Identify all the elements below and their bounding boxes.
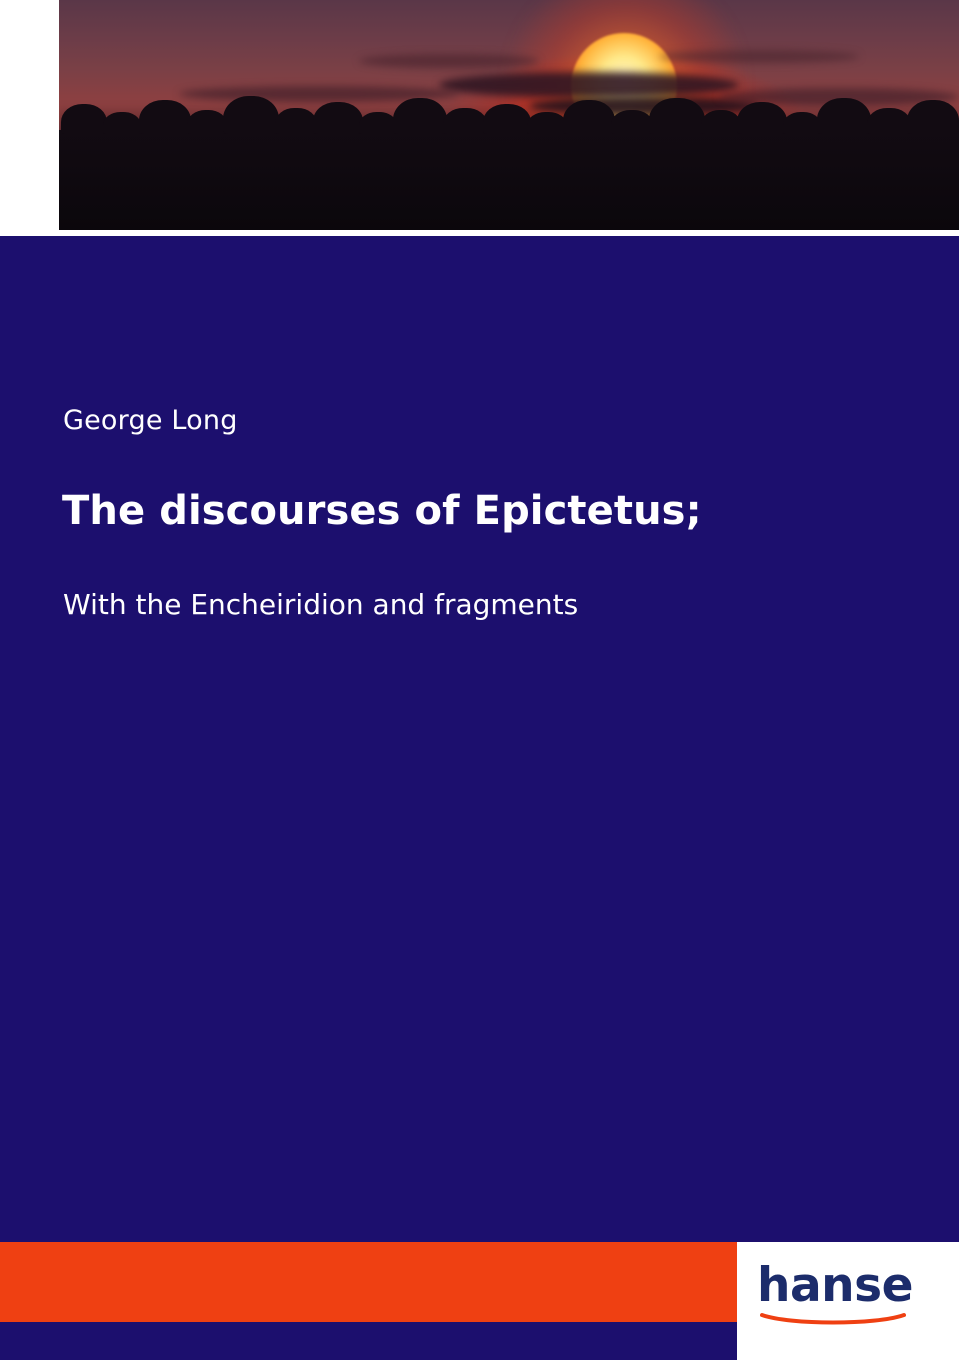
logo-underline-swoosh: [760, 1312, 906, 1326]
ground-silhouette: [59, 130, 959, 230]
cover-photo-band: [0, 0, 959, 236]
cloud-streak: [359, 54, 539, 68]
sunset-photograph: [59, 0, 959, 230]
book-subtitle: With the Encheiridion and fragments: [63, 588, 579, 621]
book-title: The discourses of Epictetus;: [62, 488, 702, 534]
cover-body: [0, 236, 959, 1242]
treeline-silhouette: [59, 90, 959, 134]
cloud-streak: [659, 50, 859, 63]
author-name: George Long: [63, 405, 238, 436]
publisher-logo-text: hanse: [757, 1258, 913, 1313]
